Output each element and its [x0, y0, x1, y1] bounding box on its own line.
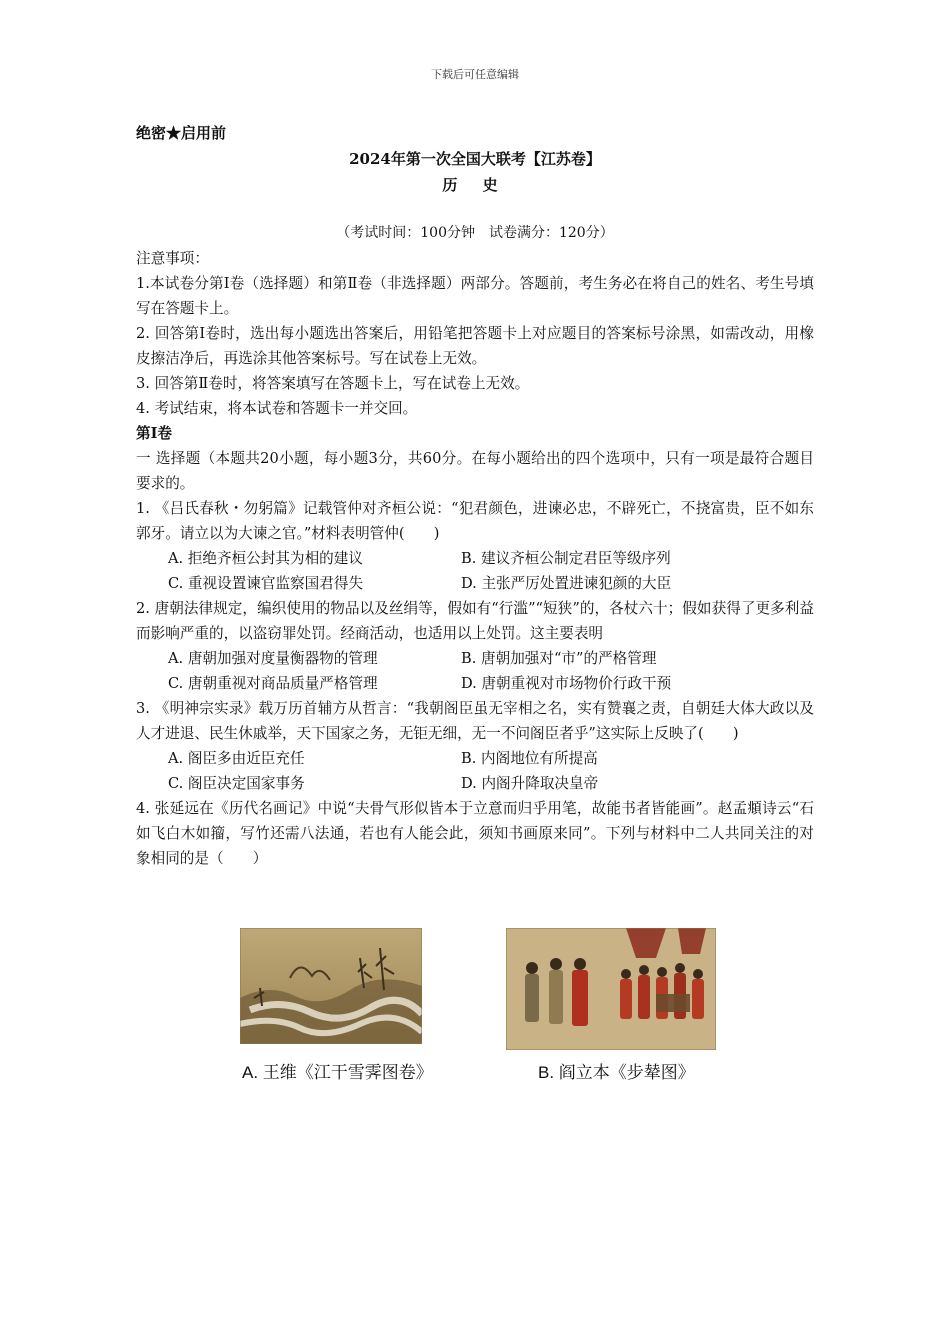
figure-caption: A. 王维《江干雪霁图卷》	[242, 1063, 433, 1082]
note-item: 3. 回答第Ⅱ卷时，将答案填写在答题卡上，写在试卷上无效。	[136, 375, 530, 392]
figure-row	[0, 928, 950, 1088]
landscape-painting-icon	[240, 928, 422, 1044]
option: B. 唐朝加强对“市”的严格管理	[461, 650, 657, 667]
option: C. 阁臣决定国家事务	[168, 775, 305, 792]
exam-title: 2024年第一次全国大联考【江苏卷】	[349, 150, 601, 168]
exam-body	[136, 246, 814, 871]
option-list	[136, 746, 814, 796]
section-intro: 一 选择题（本题共20小题，每小题3分，共60分。在每小题给出的四个选项中，只有一项是最符合题目要求的。	[136, 450, 814, 492]
option: D. 唐朝重视对市场物价行政干预	[461, 675, 672, 692]
notes-heading: 注意事项：	[136, 250, 209, 267]
option: B. 建议齐桓公制定君臣等级序列	[461, 550, 671, 567]
option: A. 唐朝加强对度量衡器物的管理	[168, 650, 378, 667]
option-list	[136, 546, 814, 596]
figure-caption: B. 阎立本《步辇图》	[538, 1063, 695, 1082]
secret-mark: 绝密★启用前	[136, 124, 227, 142]
option: A. 阁臣多由近臣充任	[168, 750, 305, 767]
note-item: 4. 考试结束，将本试卷和答题卡一并交回。	[136, 400, 418, 417]
question-stem: 2. 唐朝法律规定，编织使用的物品以及丝绢等，假如有“行滥”“短狭”的，各杖六十；假如获得了更多利益而影响严重的，以盗窃罪处罚。经商活动，也适用以上处罚。这主要表明	[136, 600, 814, 642]
section-title: 第Ⅰ卷	[136, 425, 173, 442]
header-note: 下载后可任意编辑	[431, 68, 519, 81]
option: B. 内阁地位有所提高	[461, 750, 598, 767]
option: D. 内阁升降取决皇帝	[461, 775, 599, 792]
note-item: 1.本试卷分第Ⅰ卷（选择题）和第Ⅱ卷（非选择题）两部分。答题前，考生务必在将自己的姓名、考生号填写在答题卡上。	[136, 275, 814, 317]
option: C. 重视设置谏官监察国君得失	[168, 575, 364, 592]
option: A. 拒绝齐桓公封其为相的建议	[168, 550, 363, 567]
subject-title: 历 史	[442, 176, 508, 194]
figure-painting-icon	[506, 928, 716, 1050]
question-stem: 3. 《明神宗实录》载万历首辅方从哲言：“我朝阁臣虽无宰相之名，实有赞襄之责，自朝廷大体大政以及人才进退、民生休戚举，天下国家之务，无钜无细，无一不问阁臣者乎”这实际上反映了( )	[136, 700, 814, 742]
question-stem: 4. 张延远在《历代名画记》中说“夫骨气形似皆本于立意而归乎用笔，故能书者皆能画”。赵孟頫诗云“石如飞白木如籀，写竹还需八法通，若也有人能会此，须知书画原来同”。下列与材料中二人共同关注的对象相同的是（ ）	[136, 800, 814, 867]
question-stem: 1. 《吕氏春秋・勿躬篇》记载管仲对齐桓公说：“犯君颜色，进谏必忠，不辟死亡，不挠富贵，臣不如东郭牙。请立以为大谏之官。”材料表明管仲( )	[136, 500, 814, 542]
option: D. 主张严厉处置进谏犯颜的大臣	[461, 575, 672, 592]
exam-meta: （考试时间：100分钟 试卷满分：120分）	[336, 225, 614, 241]
option-list	[136, 646, 814, 696]
note-item: 2. 回答第Ⅰ卷时，选出每小题选出答案后，用铅笔把答题卡上对应题目的答案标号涂黑，如需改动，用橡皮擦洁净后，再选涂其他答案标号。写在试卷上无效。	[136, 325, 814, 367]
option: C. 唐朝重视对商品质量严格管理	[168, 675, 378, 692]
